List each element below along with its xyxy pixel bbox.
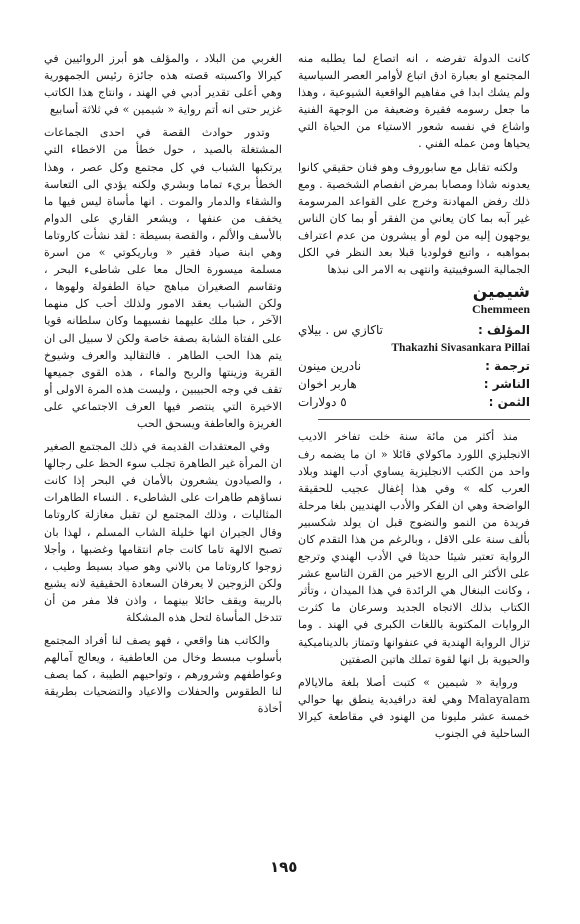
price-label: الثمن :	[488, 395, 530, 410]
paragraph: ولكنه تقابل مع سابوروف وهو فنان حقيقي كانوا يعدونه شاذا ومصابا بمرض انفصام الشخصية . ومع ذلك رفض المهادنة وخرج على القواعد المرسومة غير آبه بما كان يعاني من الفقر أو بما كان الناس يوجهون إليه من لوم أو يبشرون من عدم اعتراف بمواهبه ، واتبع فولوديا قبلا بعد النظر في الكل الجمالية السوفييتية وانتهى به الامر الى نبذها	[298, 160, 530, 277]
review-title-latin: Chemmeen	[472, 302, 530, 317]
paragraph: كانت الدولة تفرضه ، انه اتصاع لما يطلبه منه المجتمع او بعبارة ادق اتباع لأوامر العصر السياسية ولم يشك ابدا في مفاهيم الواقعية الشيوعية ، وهذا ما جعل رسومه فقيرة وضعيفة من الوجهة الفنية واشاع في نفسه شعور الاستياء من الحياة التي يحياها ومن عمله الفني .	[298, 52, 530, 151]
review-title: شيمين	[472, 282, 530, 303]
author-latin-line	[298, 339, 530, 357]
paragraph: والكاتب هنا واقعي ، فهو يصف لنا أفراد المجتمع بأسلوب مبسط وخال من العاطفية ، ويعالج آمالهم وعواطفهم وشرورهم ، وتواحيهم الطيبة ، كما يصف لنا الطقوس والحفلات والاعياد والتضحيات بطريقة أخاذة	[44, 634, 282, 716]
page-number: ١٩٥	[270, 858, 298, 876]
translator-value: نادرين مينون	[298, 359, 362, 374]
right-column	[298, 50, 530, 748]
price-value: ٥ دولارات	[298, 395, 347, 410]
author-latin: Thakazhi Sivasankara Pillai	[391, 342, 530, 355]
paragraph: وتدور حوادث القصة في احدى الجماعات المشتغلة بالصيد ، حول خطأ من الاخطاء التي يرتكبها الشباب في كل مجتمع وكل عصر ، وهذا الخطأ بريء تماما وبشري ولكنه يؤدي الى التعاسة والشقاء والدمار والموت . انها مأساة ليس فيها ما يخفف من عنفها ، ويشعر القاري على الدوام بالأسف والألم ، والقصة بسيطة : لقد نشأت كاروتاما وهي ابنة صياد فقير « وباريكوتي » من اسرة مسلمة ميسورة الحال معا على شاطىء البحر ، وتقاسم الصغيران مباهج حياة الطفولة ولهوها ، ولكن الشباب يعقد الامور ولذلك أحب كل منهما الآخر ، حبا ملك عليهما نفسيهما وكان سلطانه قويا على الفتاة الشابة بصفة خاصة ولكن لا سبيل الى ان يتم هذا الحب الطاهر . فالتقاليد والعرف وشيوخ القرية وزينتها والربح والماء ، هذه القوى جميعها تقف في وجه الحبيبين ، وليست هذه المرة الاولى أو الاخيرة التي ينتصر فيها العرف الاجتماعي على الغريزة والعاطفة ويسحق الحب	[44, 126, 282, 430]
translator-label: ترجمة :	[485, 359, 530, 374]
divider	[318, 419, 530, 420]
price-line	[298, 393, 530, 411]
left-column	[44, 50, 282, 724]
publisher-value: هاربر اخوان	[298, 377, 357, 392]
author-value: تاكازي س . بيلاي	[298, 323, 383, 338]
publisher-label: الناشر :	[483, 377, 530, 392]
paragraph: الغربي من البلاد ، والمؤلف هو أبرز الروائيين في كيرالا واكسبته قصته هذه جائزة رئيس الجمهورية وهي أعلى تقدير أدبي في الهند ، وانتاج هذا الكاتب غزير حتى انه أتم رواية « شيمين » في ثلاثة أسابيع	[44, 52, 282, 117]
author-label: المؤلف :	[478, 323, 530, 338]
author-line	[298, 321, 530, 339]
paragraph: وفي المعتقدات القديمة في ذلك المجتمع الصغير ان المرأة غير الطاهرة تجلب سوء الحظ على رجالها ، والصيادون يشعرون بالأمان في البحر إذا كانت نساؤهم طاهرات على الشاطىء . النساء الطاهرات المثاليات ، وذلك المجتمع لن تقبل مغازلة كاروتاما وقال الجيران انها خليلة الشاب المسلم ، لهذا بان تصبح الالهة تاما كانت جام انتقامها وغضبها ، وأجلا زوجوا كاروتاما من بالاني وهو صياد بسيط وطيب ، ولكن الزوجين لا يعرفان السعادة الحقيقية لانه يشيع بالريبة ويقف حائلا بينهما ، واذن فلا مفر من أن تتدخل المأساة لتحل هذه المشكلة	[44, 440, 282, 624]
publisher-line	[298, 375, 530, 393]
paragraph: منذ أكثر من مائة سنة خلت تفاخر الاديب الانجليزي اللورد ماكولاي قائلا « ان ما يضمه رف واحد من الكتب الانجليزية يساوي أدب الهند وبلاد العرب كله » وفي هذا إغفال عجيب للحقيقة الواضحة وهي ان الفكر والأدب الهنديين بلغا مرحلة فريدة من النمو والنضوج قبل ان يولد شكسبير بألف سنة على الاقل ، وبالرغم من هذا التقدم كان الرواية تعتبر شيئا حديثا في الأدب الهندي وترجع على الأكثر الى الربع الاخير من القرن التاسع عشر ، وكانت البنغال هي الرائدة في هذا الميدان ، وتأثر الكتاب بذلك الاتجاه الجديد وسرعان ما كثرت الروايات المكتوبة باللغات الكبرى في الهند . وما تزال الرواية الهندية في عنفوانها وتمتاز بالديناميكية والحيوية بل انها لقوة تملك هاتين الصفتين	[298, 430, 530, 666]
paragraph: ورواية « شيمين » كتبت أصلا بلغة مالايالام Malayalam وهي لغة درافيدية ينطق بها حوالي خمسة عشر مليونا من الهنود في مقاطعة كيرالا الساحلية في الجنوب	[298, 675, 530, 740]
translator-line	[298, 357, 530, 375]
